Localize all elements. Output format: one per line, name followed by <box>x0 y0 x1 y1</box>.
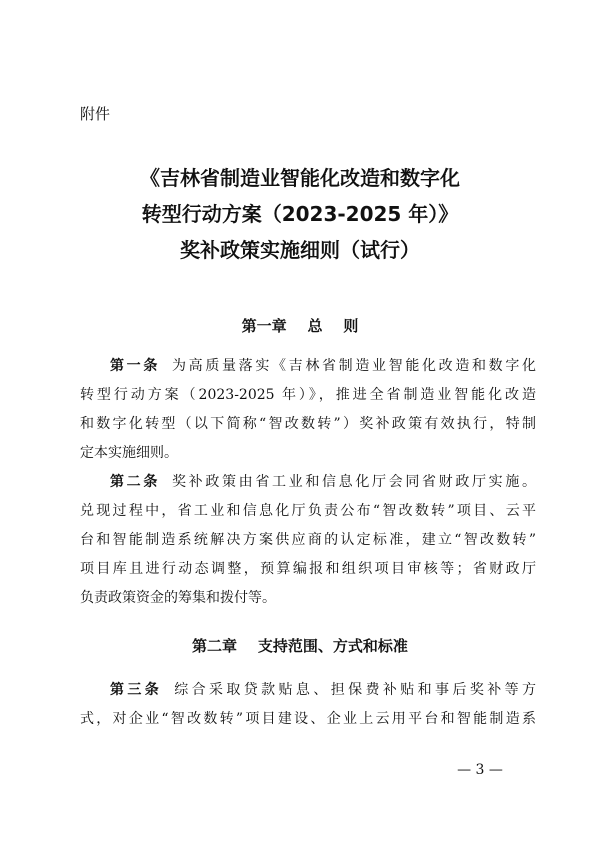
paragraph-line: 负责政策资金的筹集和拨付等。 <box>80 590 276 606</box>
paragraph-line: 兑现过程中，省工业和信息化厅负责公布“智改数转”项目、云平 <box>80 503 536 519</box>
attachment-label: 附件 <box>80 105 111 123</box>
paragraph-line: 定本实施细则。 <box>80 445 178 461</box>
paragraph-line: 转型行动方案（2023-2025 年）》，推进全省制造业智能化改造 <box>80 387 536 403</box>
page-number: — 3 — <box>457 762 503 778</box>
article-label: 第三条 <box>110 682 163 698</box>
paragraph-line: 式，对企业“智改数转”项目建设、企业上云用平台和智能制造系 <box>80 711 536 727</box>
chapter-heading: 第二章 支持范围、方式和标准 <box>192 637 408 655</box>
paragraph-line <box>80 352 536 381</box>
article-paragraph <box>80 468 536 613</box>
paragraph-text: 综合采取贷款贴息、担保费补贴和事后奖补等方 <box>174 682 537 698</box>
title-line: 《吉林省制造业智能化改造和数字化 <box>140 166 460 190</box>
paragraph-line: 台和智能制造系统解决方案供应商的认定标准，建立“智改数转” <box>80 532 536 548</box>
paragraph-line <box>80 676 536 705</box>
document-title <box>60 160 540 268</box>
article-label: 第二条 <box>110 474 160 490</box>
article-paragraph <box>80 352 536 468</box>
article-paragraph <box>80 676 536 734</box>
title-line: 转型行动方案（2023-2025 年）》 <box>141 202 459 226</box>
paragraph-text: 奖补政策由省工业和信息化厅会同省财政厅实施。 <box>172 474 536 490</box>
chapter-heading: 第一章 总 则 <box>241 317 359 335</box>
paragraph-text: 为高质量落实《吉林省制造业智能化改造和数字化 <box>172 358 536 374</box>
paragraph-line <box>80 468 536 497</box>
paragraph-line: 项目库且进行动态调整，预算编报和组织项目审核等；省财政厅 <box>80 561 536 577</box>
paragraph-line: 和数字化转型（以下简称“智改数转”）奖补政策有效执行，特制 <box>80 416 536 432</box>
article-label: 第一条 <box>110 358 160 374</box>
title-line: 奖补政策实施细则（试行） <box>180 238 420 262</box>
